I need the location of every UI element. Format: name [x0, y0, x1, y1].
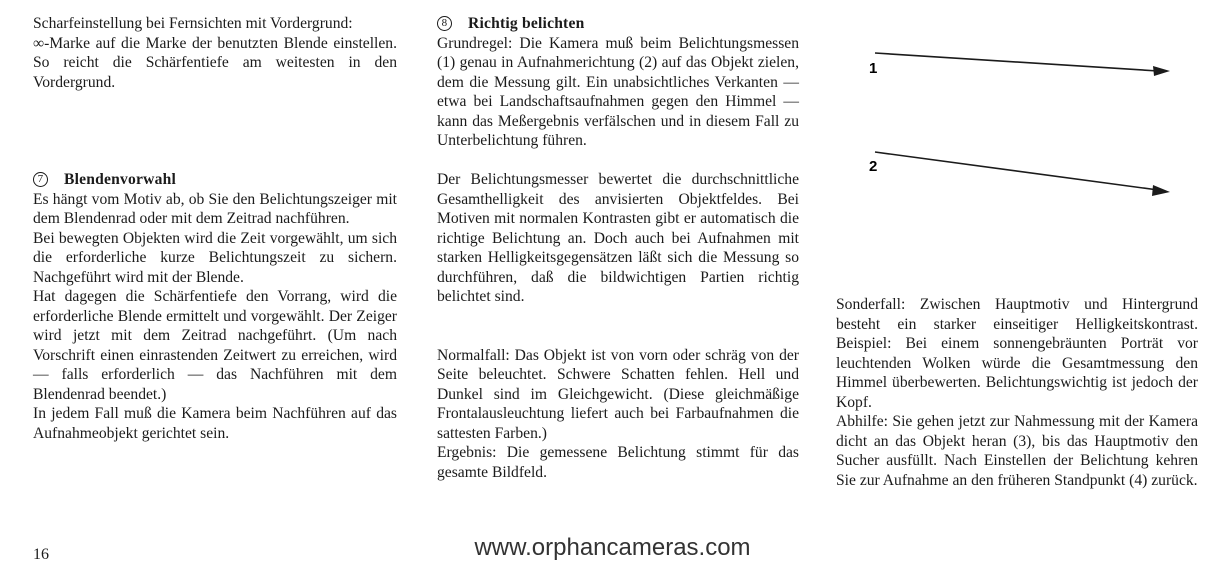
- infinity-mark-paragraph: ∞-Marke auf die Marke der benutzten Blende einstellen. So reicht die Schärfentiefe am weitesten in den Vordergrund.: [33, 34, 397, 91]
- section-7-number: 7: [33, 172, 48, 187]
- arrowhead-1-icon: [1153, 66, 1170, 76]
- section-7-paragraph-3: Hat dagegen die Schärfentiefe den Vorrang, wird die erforderliche Blende ermittelt und vorgewählt. Der Zeiger wird jetzt mit dem Zeitrad nachgeführt. (Um nach Vorschrift einen einrastenden Zeitwert zu erreichen, wird — falls erforderlich — das Nachführen mit dem Blendenrad beendet.): [33, 288, 397, 403]
- section-7-paragraph-4: In jedem Fall muß die Kamera beim Nachführen auf das Aufnahmeobjekt gerichtet sein.: [33, 405, 397, 442]
- normal-case-paragraph: Normalfall: Das Objekt ist von vorn oder schräg von der Seite beleuchtet. Schwere Schatten fehlen. Hell und Dunkel sind im Gleichgewicht. (Diese gleichmäßige Frontalausleuchtung liefert auch bei Farbaufnahmen die sattesten Farben.): [437, 346, 799, 442]
- diagram-label-2: 2: [869, 158, 878, 175]
- result-paragraph: Ergebnis: Die gemessene Belichtung stimmt für das gesamte Bildfeld.: [437, 444, 799, 481]
- basic-rule-paragraph: Grundregel: Die Kamera muß beim Belichtungsmessen (1) genau in Aufnahmerichtung (2) auf das Objekt zielen, dem die Messung gilt. Ein unabsichtliches Verkanten — etwa bei Landschaftsaufnahmen gegen den Himmel — kann das Meßergebnis verfälschen und in diesem Fall zu Unterbelichtung führen.: [437, 34, 799, 149]
- section-7-paragraph-2: Bei bewegten Objekten wird die Zeit vorgewählt, um sich die erforderliche kurze Belichtungszeit zu sichern. Nachgeführt wird mit der Blende.: [33, 229, 397, 286]
- left-column: [33, 14, 397, 443]
- footer-watermark-url: www.orphancameras.com: [474, 534, 751, 561]
- direction-line-1: [875, 53, 1158, 71]
- section-7-heading: [33, 170, 397, 190]
- page-number: 16: [33, 546, 49, 563]
- arrowhead-2-icon: [1152, 185, 1170, 196]
- measurement-direction-diagram: [860, 45, 1180, 205]
- section-8-title: Richtig belichten: [468, 15, 585, 32]
- section-7-title: Blendenvorwahl: [64, 171, 176, 188]
- section-8-number: 8: [437, 16, 452, 31]
- meter-description-paragraph: Der Belichtungsmesser bewertet die durchschnittliche Gesamthelligkeit des anvisierten Objektfeldes. Bei Motiven mit normalen Kontrasten gibt er automatisch die richtige Belichtung an. Doch auch bei Aufnahmen mit starken Helligkeitsgegensätzen läßt sich die Messung so durchführen, daß die bildwichtigen Partien richtig belichtet sind.: [437, 171, 799, 305]
- right-column: [836, 295, 1198, 490]
- middle-column: [437, 14, 799, 482]
- section-7-paragraph-1: Es hängt vom Motiv ab, ob Sie den Belichtungszeiger mit dem Blendenrad oder mit dem Zeitrad nachführen.: [33, 190, 397, 227]
- diagram-label-1: 1: [869, 60, 878, 77]
- remedy-paragraph: Abhilfe: Sie gehen jetzt zur Nahmessung mit der Kamera dicht an das Objekt heran (3), bis das Hauptmotiv den Sucher ausfüllt. Nach Einstellen der Belichtung kehren Sie zur Aufnahme an den früheren Standpunkt (4) zurück.: [836, 413, 1198, 489]
- focus-heading-paragraph: Scharfeinstellung bei Fernsichten mit Vordergrund:: [33, 15, 353, 32]
- section-8-heading: [437, 14, 799, 34]
- direction-line-2: [875, 152, 1158, 190]
- special-case-paragraph: Sonderfall: Zwischen Hauptmotiv und Hintergrund besteht ein starker einseitiger Helligkeitskontrast. Beispiel: Bei einem sonnengebräunten Porträt vor leuchtenden Wolken würde die Gesamtmessung den Himmel überbewerten. Belichtungswichtig ist jedoch der Kopf.: [836, 296, 1198, 411]
